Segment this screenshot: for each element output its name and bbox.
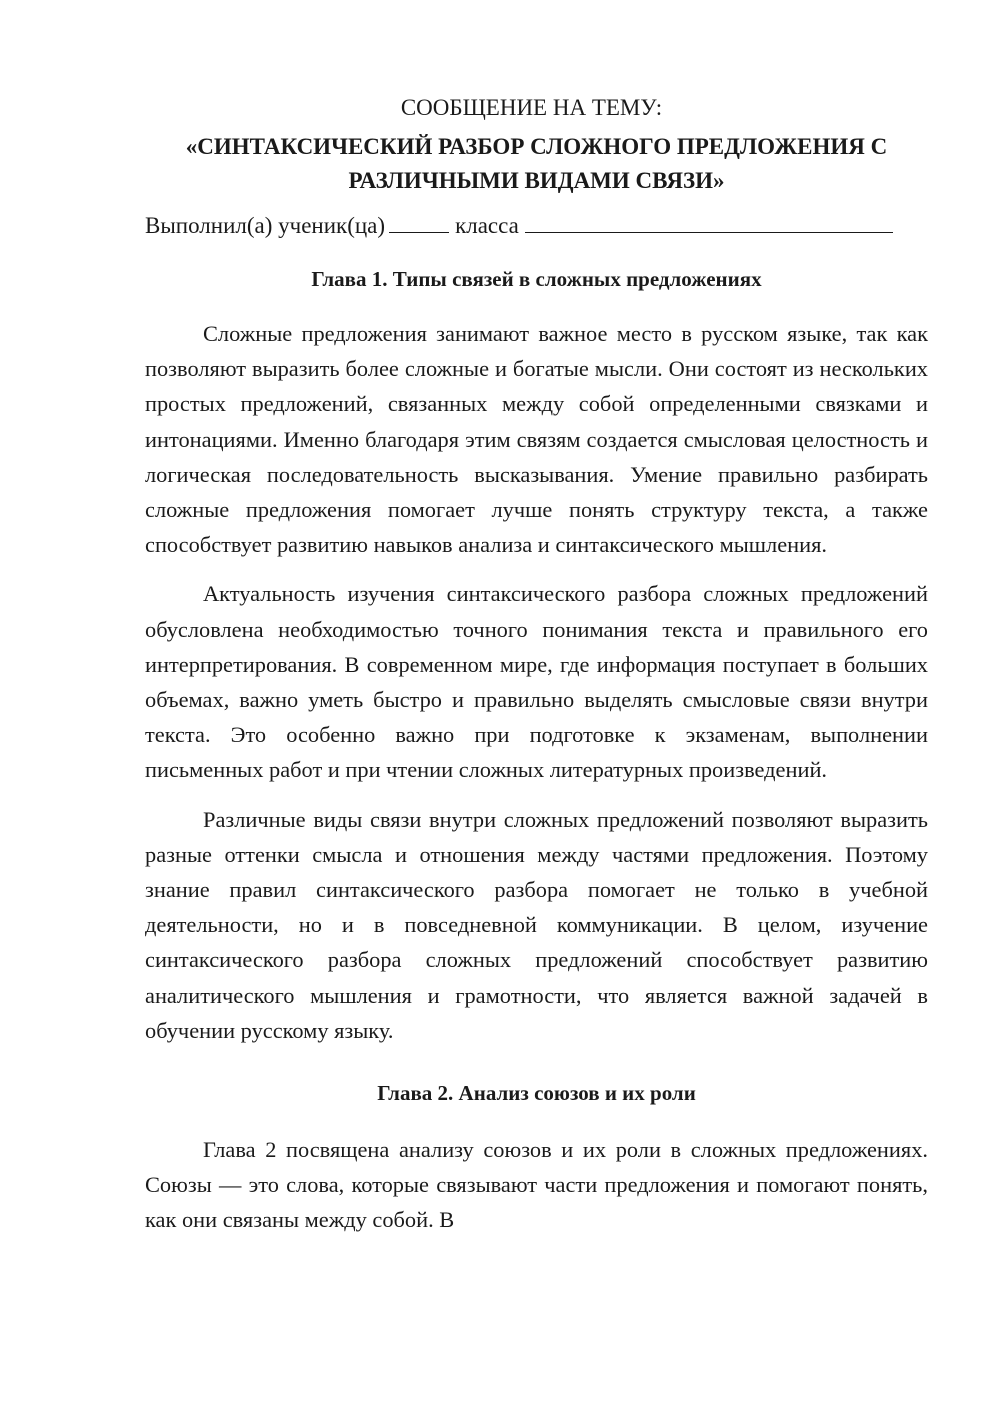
chapter-1-paragraph: Актуальность изучения синтаксического разбора сложных предложений обусловлена необходимостью точного понимания текста и правильного его интерпретирования. В современном мире, где информация поступает в больших объемах, важно уметь быстро и правильно выделять смысловые связи внутри текста. Это особенно важно при подготовке к экзаменам, выполнении письменных работ и при чтении сложных литературных произведений. <box>145 581 928 783</box>
chapter-1-paragraph: Различные виды связи внутри сложных предложений позволяют выразить разные оттенки смысла и отношения между частями предложения. Поэтому знание правил синтаксического разбора помогает не только в учебной деятельности, но и в повседневной коммуникации. В целом, изучение синтаксического разбора сложных предложений способствует развитию аналитического мышления и грамотности, что является важной задачей в обучении русскому языку. <box>145 806 928 1043</box>
chapter-1-paragraph: Сложные предложения занимают важное место в русском языке, так как позволяют выразить более сложные и богатые мысли. Они состоят из нескольких простых предложений, связанных между собой определенными связками и интонациями. Именно благодаря этим связям создается смысловая целостность и логическая последовательность высказывания. Умение правильно разбирать сложные предложения помогает лучше понять структуру текста, а также способствует развитию навыков анализа и синтаксического мышления. <box>145 321 928 558</box>
name-blank <box>525 210 893 233</box>
chapter-2-paragraph: Глава 2 посвящена анализу союзов и их роли в сложных предложениях. Союзы — это слова, которые связывают части предложения и помогают понять, как они связаны между собой. В <box>145 1137 928 1233</box>
document-title: «СИНТАКСИЧЕСКИЙ РАЗБОР СЛОЖНОГО ПРЕДЛОЖЕНИЯ С РАЗЛИЧНЫМИ ВИДАМИ СВЯЗИ» <box>185 134 888 193</box>
author-line <box>145 210 928 242</box>
author-class-label: класса <box>455 213 519 238</box>
chapter-2-title: Глава 2. Анализ союзов и их роли <box>377 1081 696 1106</box>
author-prefix: Выполнил(а) ученик(ца) <box>145 213 386 238</box>
class-blank <box>389 210 449 233</box>
chapter-1-title: Глава 1. Типы связей в сложных предложениях <box>311 267 762 291</box>
document-header: СООБЩЕНИЕ НА ТЕМУ: <box>400 95 663 120</box>
